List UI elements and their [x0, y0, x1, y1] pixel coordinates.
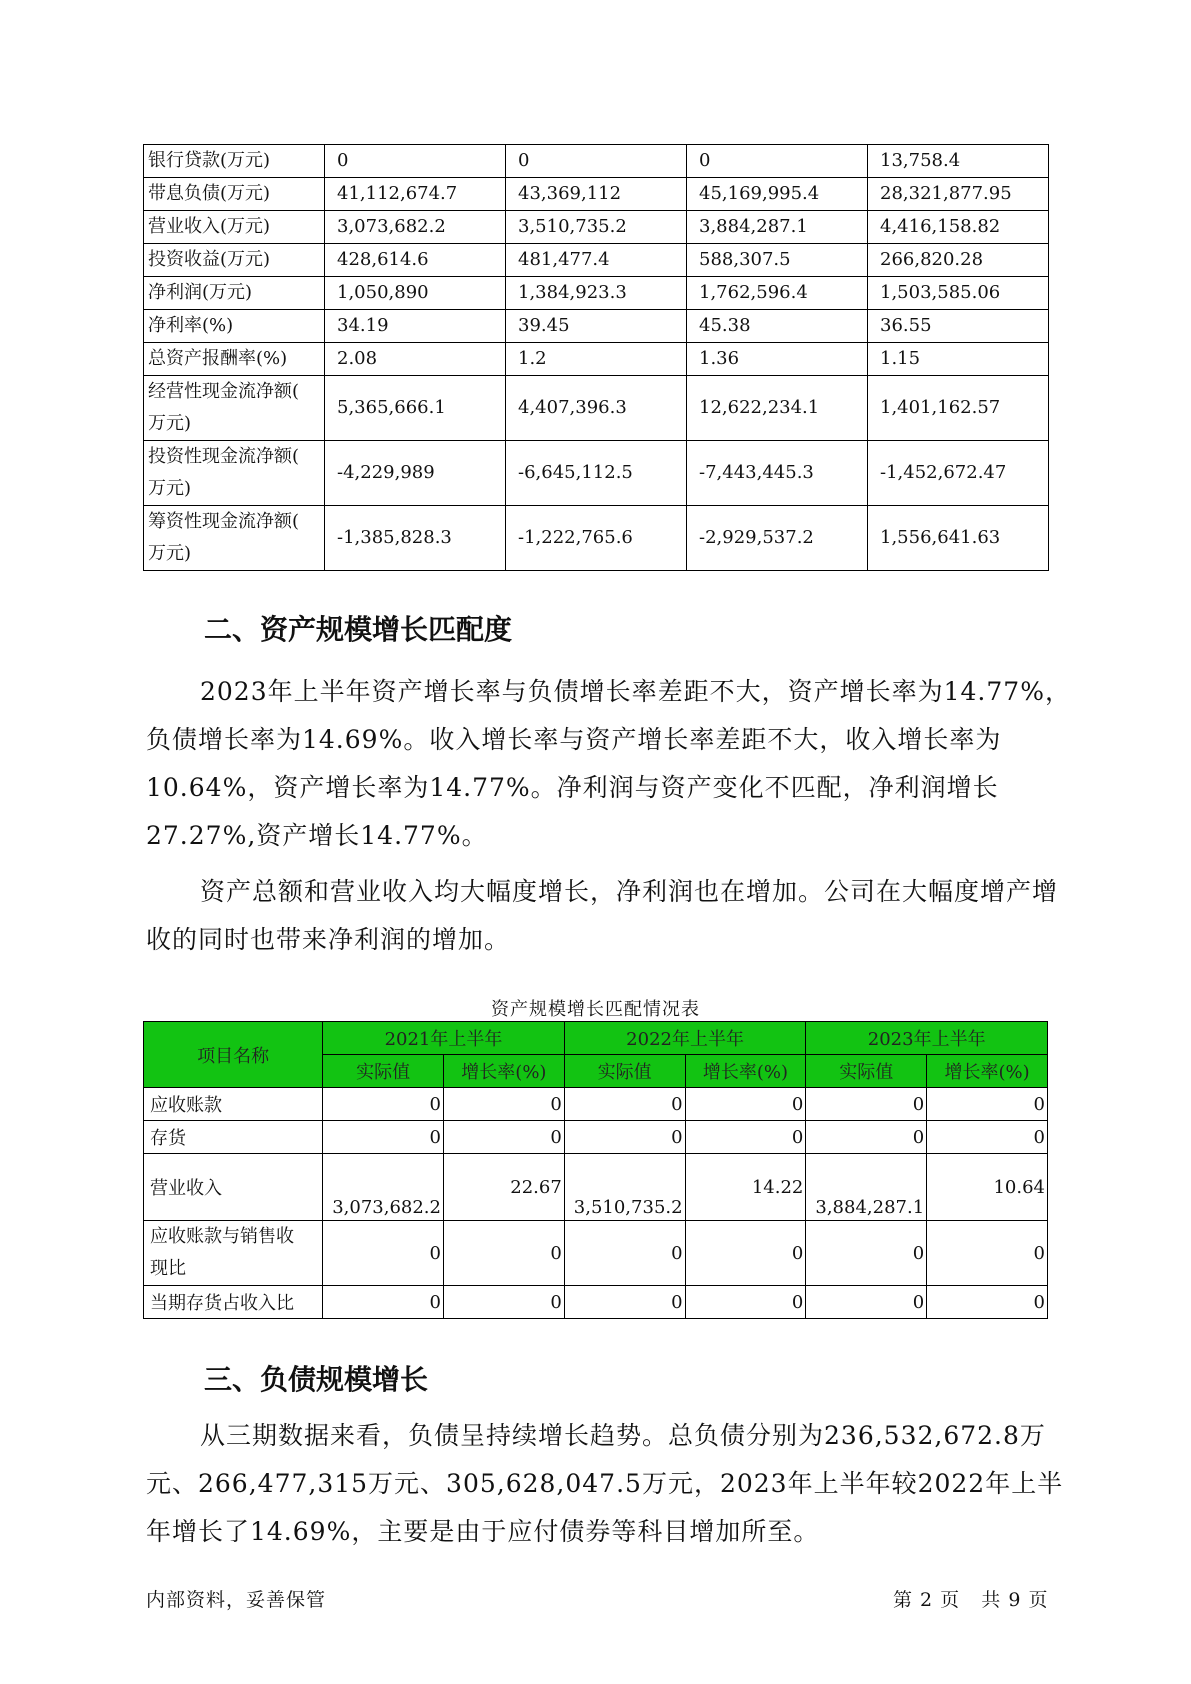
- cell-value: 12,622,234.1: [687, 376, 868, 441]
- row-label: 营业收入(万元): [144, 211, 325, 244]
- row-label-line2: 万元): [148, 413, 192, 434]
- cell-value: 1.36: [687, 343, 868, 376]
- header-period: 2021年上半年: [323, 1022, 565, 1055]
- table-row: [144, 244, 1049, 277]
- cell-value: -6,645,112.5: [506, 441, 687, 506]
- table-row: [144, 343, 1049, 376]
- footer-confidential-note: 内部资料，妥善保管: [146, 1589, 327, 1611]
- cell-value: -1,385,828.3: [325, 506, 506, 571]
- table-row: [144, 1088, 1048, 1121]
- asset-growth-match-table: [143, 1021, 1048, 1319]
- cell-value: 0: [564, 1221, 685, 1286]
- cell-value: 41,112,674.7: [325, 178, 506, 211]
- footer-page-number: 第 2 页 共 9 页: [893, 1589, 1049, 1611]
- row-label: 总资产报酬率(%): [144, 343, 325, 376]
- cell-value: 34.19: [325, 310, 506, 343]
- cell-value: 1,556,641.63: [868, 506, 1049, 571]
- cell-value: 1.15: [868, 343, 1049, 376]
- header-item-name: 项目名称: [144, 1022, 323, 1088]
- cell-value: -1,452,672.47: [868, 441, 1049, 506]
- cell-value: 0: [685, 1121, 806, 1154]
- table-row: [144, 376, 1049, 441]
- cell-value: -1,222,765.6: [506, 506, 687, 571]
- row-label: 投资收益(万元): [144, 244, 325, 277]
- cell-value: 28,321,877.95: [868, 178, 1049, 211]
- cell-value: 36.55: [868, 310, 1049, 343]
- cell-value: 5,365,666.1: [325, 376, 506, 441]
- cell-value: 0: [564, 1088, 685, 1121]
- cell-value: 0: [685, 1286, 806, 1319]
- header-growth: 增长率(%): [927, 1055, 1048, 1088]
- cell-value: 0: [806, 1121, 927, 1154]
- cell-value: 0: [323, 1221, 444, 1286]
- row-label: [144, 376, 325, 441]
- cell-value: 0: [443, 1121, 564, 1154]
- cell-value: 13,758.4: [868, 145, 1049, 178]
- cell-value: 45,169,995.4: [687, 178, 868, 211]
- financial-indicators-table: [143, 144, 1049, 571]
- cell-value: 0: [927, 1121, 1048, 1154]
- row-label: [144, 506, 325, 571]
- cell-value: 428,614.6: [325, 244, 506, 277]
- cell-value: 0: [325, 145, 506, 178]
- header-actual: 实际值: [323, 1055, 444, 1088]
- cell-value: 1.2: [506, 343, 687, 376]
- table-row: [144, 178, 1049, 211]
- table-row: [144, 145, 1049, 178]
- cell-value: 14.22: [685, 1154, 806, 1221]
- table-row: [144, 1154, 1048, 1221]
- section-heading: 二、资产规模增长匹配度: [204, 613, 513, 646]
- row-label-line1: 筹资性现金流净额(: [148, 511, 300, 532]
- cell-value: 39.45: [506, 310, 687, 343]
- cell-value: 0: [685, 1221, 806, 1286]
- body-paragraph: [146, 1412, 1076, 1556]
- cell-value: -4,229,989: [325, 441, 506, 506]
- table-row: [144, 277, 1049, 310]
- row-label-line2: 现比: [150, 1258, 186, 1279]
- table-row: [144, 1221, 1048, 1286]
- body-paragraph: [146, 868, 1076, 964]
- cell-value: 0: [443, 1286, 564, 1319]
- row-label: [144, 441, 325, 506]
- cell-value: 0: [443, 1221, 564, 1286]
- table-row: [144, 310, 1049, 343]
- row-label-line1: 应收账款与销售收: [150, 1226, 294, 1247]
- row-label: 应收账款: [144, 1088, 323, 1121]
- cell-value: 588,307.5: [687, 244, 868, 277]
- cell-value: 43,369,112: [506, 178, 687, 211]
- cell-value: 3,073,682.2: [325, 211, 506, 244]
- header-period: 2023年上半年: [806, 1022, 1048, 1055]
- cell-value: 0: [323, 1121, 444, 1154]
- cell-value: 1,384,923.3: [506, 277, 687, 310]
- row-label: 当期存货占收入比: [144, 1286, 323, 1319]
- table-row: [144, 1121, 1048, 1154]
- table-header-row: [144, 1022, 1048, 1055]
- section-heading: 三、负债规模增长: [204, 1363, 429, 1396]
- cell-value: 0: [506, 145, 687, 178]
- row-label-line1: 投资性现金流净额(: [148, 446, 300, 467]
- body-paragraph: [146, 668, 1076, 860]
- cell-value: 3,510,735.2: [564, 1154, 685, 1221]
- paragraph-text: 从三期数据来看，负债呈持续增长趋势。总负债分别为236,532,672.8万元、266,477,315万元、305,628,047.5万元，2023年上半年较2022年上半年增长了14.69%，主要是由于应付债券等科目增加所至。: [146, 1421, 1064, 1546]
- table-row: [144, 211, 1049, 244]
- cell-value: 3,884,287.1: [687, 211, 868, 244]
- cell-value: -2,929,537.2: [687, 506, 868, 571]
- table-row: [144, 441, 1049, 506]
- row-label: 营业收入: [144, 1154, 323, 1221]
- row-label: 净利率(%): [144, 310, 325, 343]
- cell-value: 0: [806, 1088, 927, 1121]
- table-caption: 资产规模增长匹配情况表: [491, 999, 700, 1020]
- cell-value: 3,884,287.1: [806, 1154, 927, 1221]
- header-actual: 实际值: [564, 1055, 685, 1088]
- cell-value: 0: [323, 1286, 444, 1319]
- cell-value: 0: [806, 1221, 927, 1286]
- row-label-line2: 万元): [148, 478, 192, 499]
- cell-value: 3,510,735.2: [506, 211, 687, 244]
- cell-value: 2.08: [325, 343, 506, 376]
- cell-value: 0: [806, 1286, 927, 1319]
- cell-value: 4,416,158.82: [868, 211, 1049, 244]
- row-label-line1: 经营性现金流净额(: [148, 381, 300, 402]
- row-label: 银行贷款(万元): [144, 145, 325, 178]
- table-row: [144, 506, 1049, 571]
- header-actual: 实际值: [806, 1055, 927, 1088]
- cell-value: 10.64: [927, 1154, 1048, 1221]
- row-label: [144, 1221, 323, 1286]
- row-label: 存货: [144, 1121, 323, 1154]
- cell-value: 0: [687, 145, 868, 178]
- header-period: 2022年上半年: [564, 1022, 806, 1055]
- cell-value: 0: [323, 1088, 444, 1121]
- cell-value: 22.67: [443, 1154, 564, 1221]
- cell-value: 3,073,682.2: [323, 1154, 444, 1221]
- cell-value: 0: [443, 1088, 564, 1121]
- header-growth: 增长率(%): [685, 1055, 806, 1088]
- cell-value: 1,050,890: [325, 277, 506, 310]
- row-label: 带息负债(万元): [144, 178, 325, 211]
- cell-value: 4,407,396.3: [506, 376, 687, 441]
- cell-value: -7,443,445.3: [687, 441, 868, 506]
- cell-value: 1,401,162.57: [868, 376, 1049, 441]
- cell-value: 1,762,596.4: [687, 277, 868, 310]
- cell-value: 0: [927, 1088, 1048, 1121]
- row-label-line2: 万元): [148, 543, 192, 564]
- paragraph-text: 资产总额和营业收入均大幅度增长，净利润也在增加。公司在大幅度增产增收的同时也带来净利润的增加。: [146, 877, 1059, 954]
- cell-value: 0: [564, 1286, 685, 1319]
- row-label: 净利润(万元): [144, 277, 325, 310]
- cell-value: 0: [564, 1121, 685, 1154]
- cell-value: 45.38: [687, 310, 868, 343]
- table-row: [144, 1286, 1048, 1319]
- header-growth: 增长率(%): [443, 1055, 564, 1088]
- cell-value: 0: [927, 1221, 1048, 1286]
- paragraph-text: 2023年上半年资产增长率与负债增长率差距不大，资产增长率为14.77%，负债增长率为14.69%。收入增长率与资产增长率差距不大，收入增长率为10.64%，资产增长率为14.77%。净利润与资产变化不匹配，净利润增长27.27%,资产增长14.77%。: [146, 677, 1071, 850]
- cell-value: 0: [685, 1088, 806, 1121]
- cell-value: 1,503,585.06: [868, 277, 1049, 310]
- cell-value: 266,820.28: [868, 244, 1049, 277]
- cell-value: 0: [927, 1286, 1048, 1319]
- cell-value: 481,477.4: [506, 244, 687, 277]
